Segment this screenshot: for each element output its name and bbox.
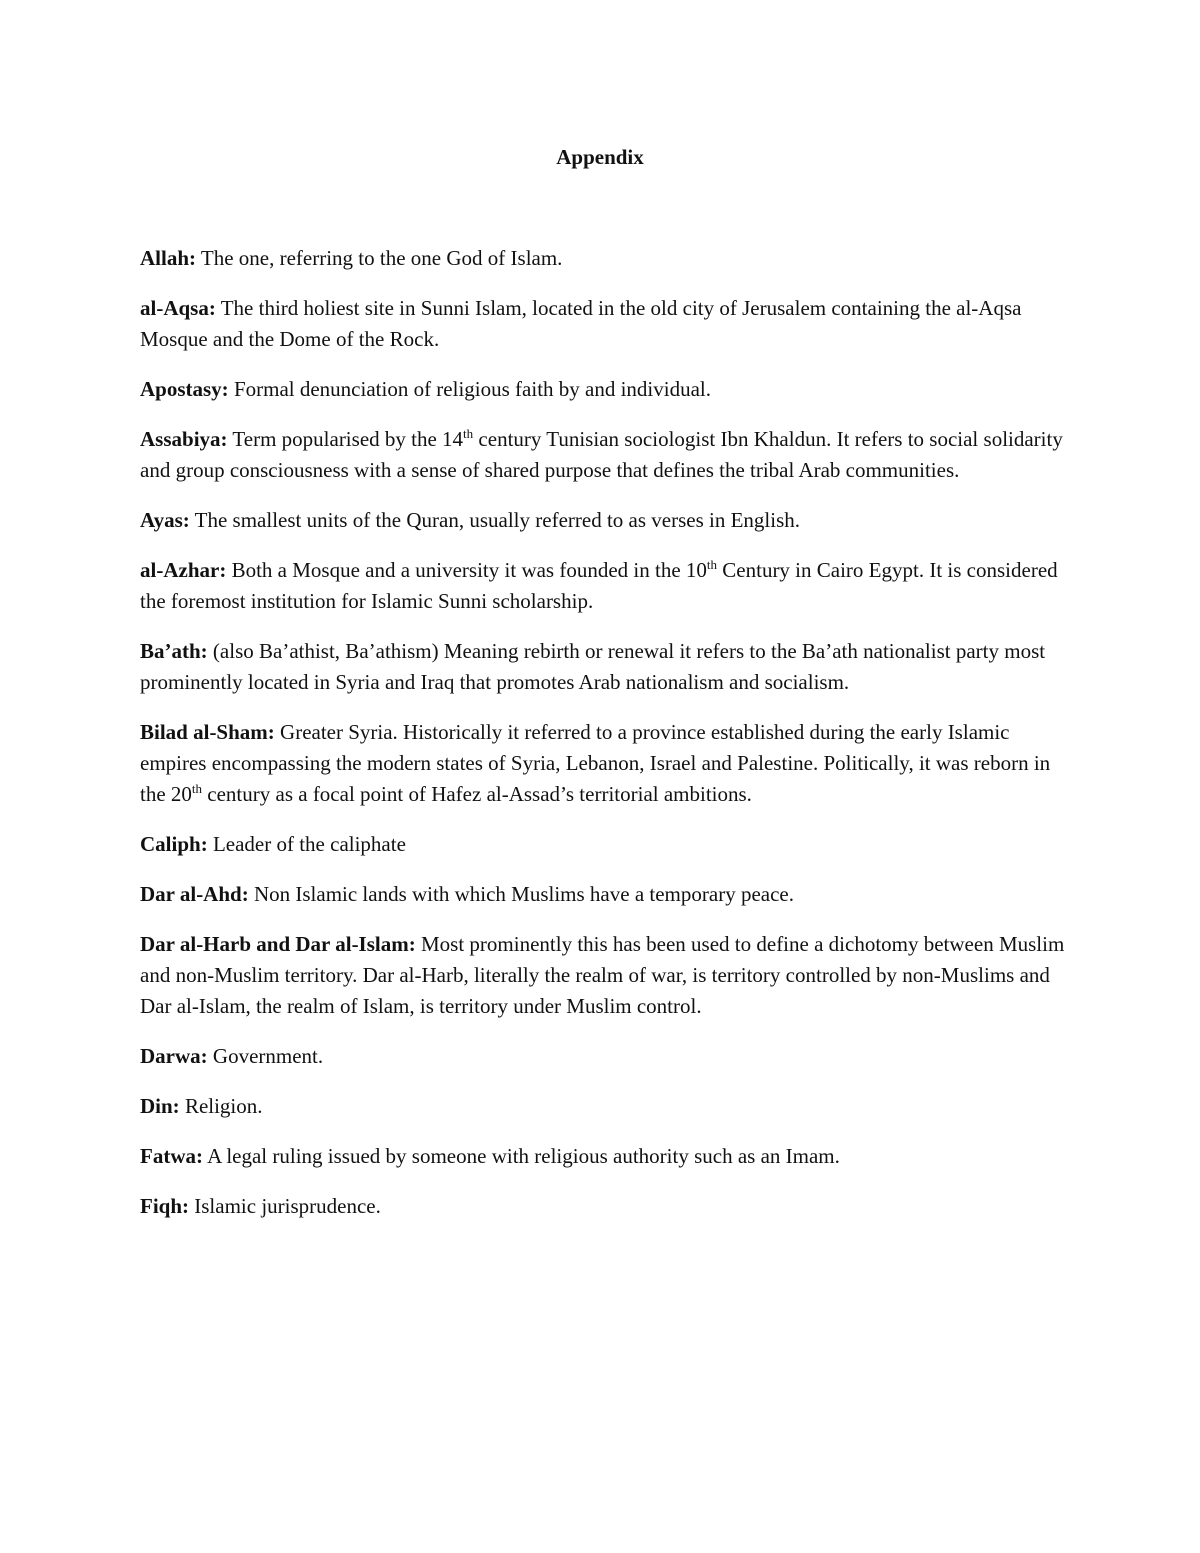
glossary-term: Ba’ath:: [140, 639, 208, 663]
glossary-definition-text: Non Islamic lands with which Muslims have a temporary peace.: [248, 882, 794, 906]
glossary-definition-text: Religion.: [179, 1094, 263, 1118]
glossary-definition-text: Both a Mosque and a university it was founded in the 10: [226, 558, 707, 582]
glossary-definition-text: The third holiest site in Sunni Islam, located in the old city of Jerusalem containing the al-Aqsa Mosque and the Dome of the Rock.: [140, 296, 1022, 351]
glossary-definition-text: Most prominently this has been used to define a dichotomy between Muslim and non-Muslim territory. Dar al-Harb, literally the realm of war, is territory controlled by non-Muslims and Dar al-Islam, the realm of Islam, is territory under Muslim control.: [140, 932, 1065, 1018]
glossary-entry: [140, 293, 1065, 355]
glossary-entry: [140, 1091, 1065, 1122]
glossary-entry: [140, 243, 1065, 274]
glossary-entry: [140, 879, 1065, 910]
glossary-definition-text: A legal ruling issued by someone with religious authority such as an Imam.: [202, 1144, 840, 1168]
glossary-term: Fiqh:: [140, 1194, 190, 1218]
glossary-term: Ayas:: [140, 508, 190, 532]
glossary-entry: [140, 424, 1065, 486]
ordinal-superscript: th: [706, 557, 718, 572]
page-title: Appendix: [556, 145, 644, 169]
glossary-entry: [140, 374, 1065, 405]
glossary-entry: [140, 505, 1065, 536]
glossary-definition-text: Government.: [207, 1044, 324, 1068]
glossary-term: al-Azhar:: [140, 558, 227, 582]
glossary-list: [140, 243, 1065, 1241]
glossary-definition-text: Century in Cairo Egypt. It is considered the foremost institution for Islamic Sunni scholarship.: [140, 558, 1058, 613]
glossary-entry: [140, 636, 1065, 698]
glossary-definition-text: century as a focal point of Hafez al-Assad’s territorial ambitions.: [202, 782, 752, 806]
glossary-definition-text: century Tunisian sociologist Ibn Khaldun. It refers to social solidarity and group consciousness with a sense of shared purpose that defines the tribal Arab communities.: [140, 427, 1063, 482]
glossary-definition-text: The smallest units of the Quran, usually referred to as verses in English.: [189, 508, 801, 532]
glossary-entry: [140, 829, 1065, 860]
glossary-definition-text: Term popularised by the 14: [227, 427, 464, 451]
glossary-term: Bilad al-Sham:: [140, 720, 275, 744]
ordinal-superscript: th: [463, 426, 474, 441]
glossary-entry: [140, 929, 1065, 1022]
glossary-term: Caliph:: [140, 832, 208, 856]
glossary-definition-text: The one, referring to the one God of Islam.: [196, 246, 563, 270]
glossary-entry: [140, 555, 1065, 617]
glossary-entry: [140, 1191, 1065, 1222]
glossary-term: Allah:: [140, 246, 197, 270]
glossary-entry: [140, 1041, 1065, 1072]
glossary-term: Din:: [140, 1094, 180, 1118]
glossary-definition-text: Leader of the caliphate: [207, 832, 406, 856]
glossary-term: Fatwa:: [140, 1144, 203, 1168]
glossary-definition-text: (also Ba’athist, Ba’athism) Meaning rebirth or renewal it refers to the Ba’ath nationalist party most prominently located in Syria and Iraq that promotes Arab nationalism and socialism.: [140, 639, 1046, 694]
ordinal-superscript: th: [191, 781, 203, 796]
glossary-term: Dar al-Harb and Dar al-Islam:: [140, 932, 416, 956]
glossary-entry: [140, 717, 1065, 810]
glossary-entry: [140, 1141, 1065, 1172]
glossary-term: al-Aqsa:: [140, 296, 216, 320]
glossary-definition-text: Islamic jurisprudence.: [189, 1194, 381, 1218]
glossary-term: Dar al-Ahd:: [140, 882, 249, 906]
glossary-definition-text: Greater Syria. Historically it referred to a province established during the early Islamic empires encompassing the modern states of Syria, Lebanon, Israel and Palestine. Politically, it was reborn in the 20: [140, 720, 1051, 806]
glossary-term: Darwa:: [140, 1044, 208, 1068]
glossary-term: Apostasy:: [140, 377, 229, 401]
glossary-term: Assabiya:: [140, 427, 228, 451]
glossary-definition-text: Formal denunciation of religious faith by and individual.: [228, 377, 712, 401]
